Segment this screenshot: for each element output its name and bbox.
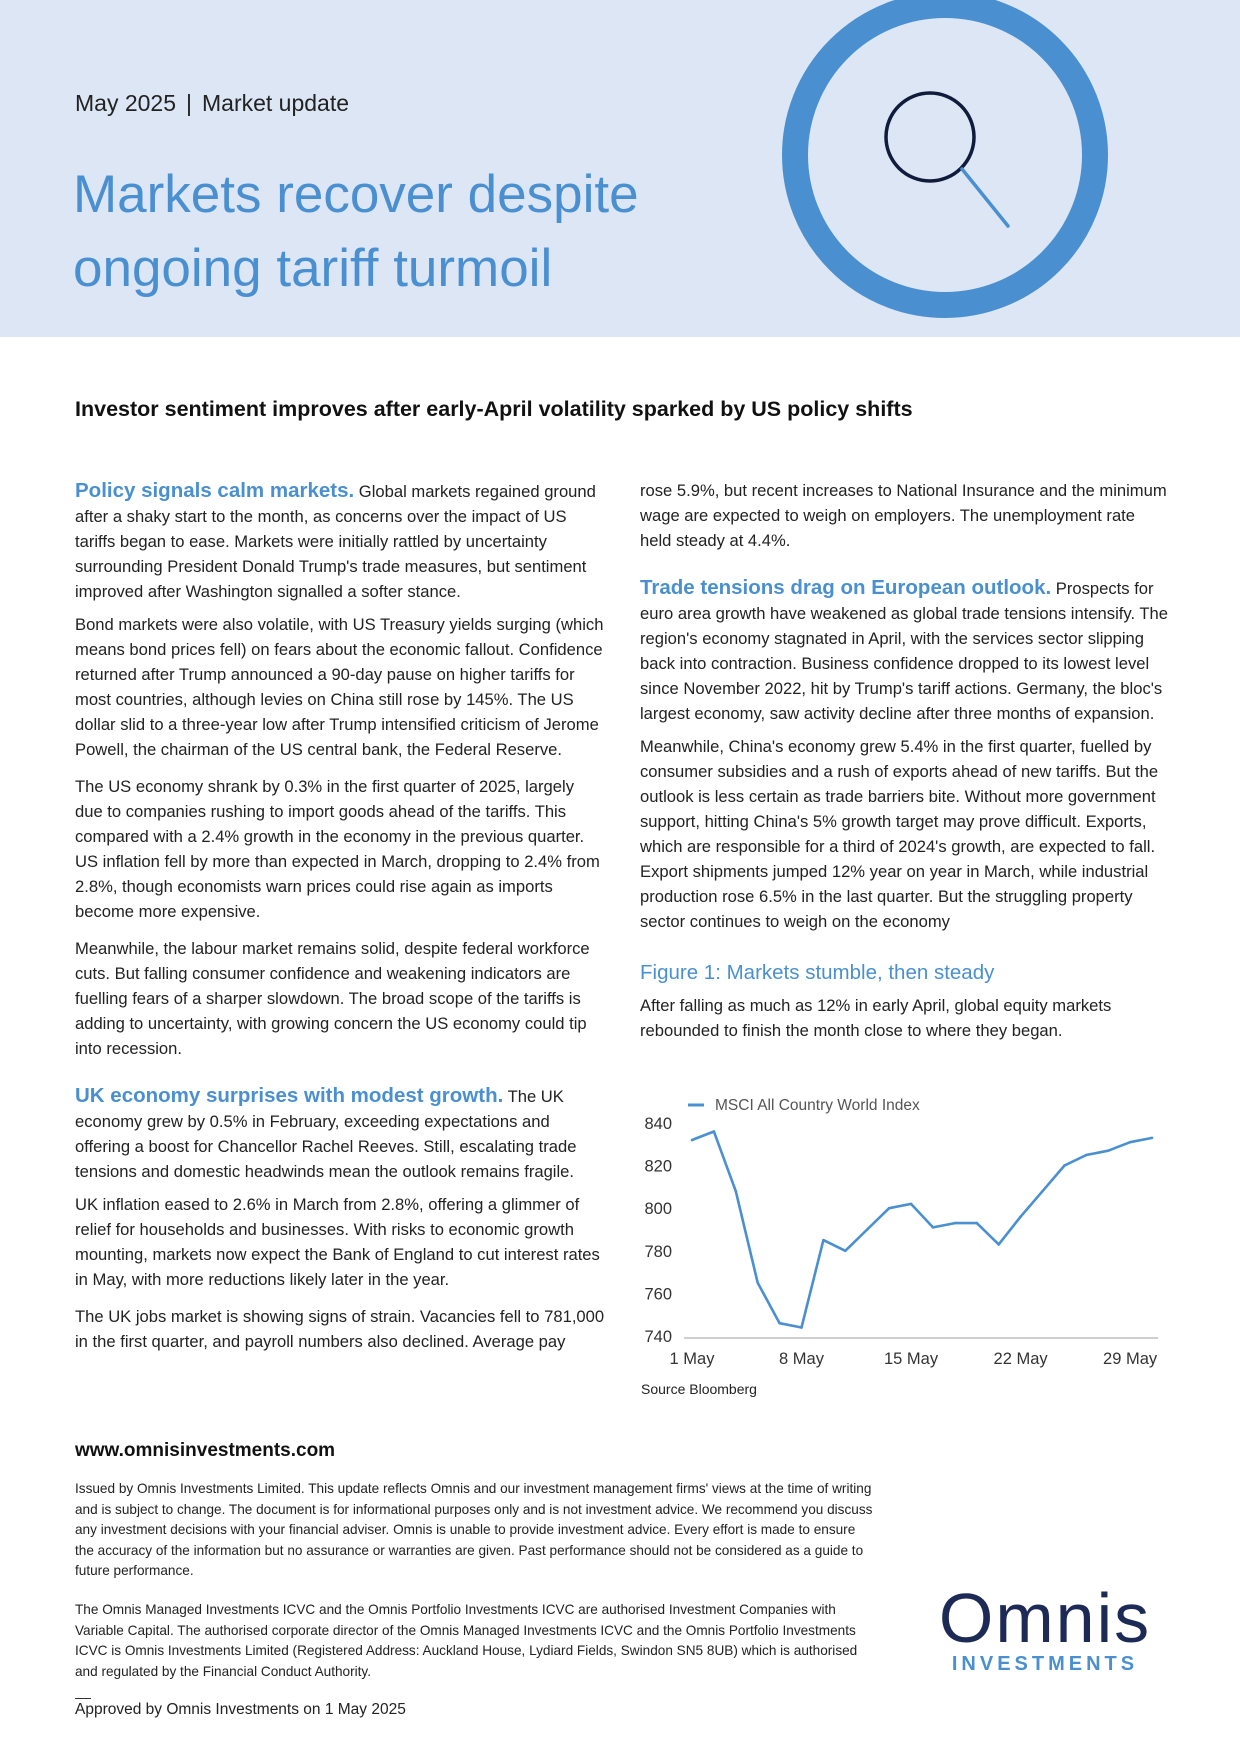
data-point: [691, 1139, 694, 1142]
date-separator: |: [186, 90, 192, 116]
y-tick-label: 760: [644, 1285, 672, 1304]
title-line-2: ongoing tariff turmoil: [73, 239, 553, 298]
bond-paragraph: Bond markets were also volatile, with US Treasury yields surging (which means bond prices fell) on fears about the economic fallout. Confidence returned after Trump announced a 90-day pause on higher tariffs for most countries, although levies on China still rose by 145%. The US dollar slid to a three-year low after Trump intensified criticism of Jerome Powell, the chairman of the US central bank, the Federal Reserve.: [75, 615, 604, 759]
data-point: [866, 1228, 869, 1231]
approval-note: Approved by Omnis Investments on 1 May 2025: [75, 1701, 406, 1718]
data-point: [800, 1326, 803, 1329]
logo-wordmark: Omnis: [938, 1579, 1152, 1657]
omnis-logo: [920, 1579, 1170, 1676]
data-point: [822, 1239, 825, 1242]
data-point: [932, 1226, 935, 1229]
policy-heading: Policy signals calm markets.: [75, 479, 355, 502]
uk-paragraph: [75, 1083, 605, 1184]
uk-heading: UK economy surprises with modest growth.: [75, 1084, 504, 1107]
page-subtitle: Investor sentiment improves after early-April volatility sparked by US policy shifts: [75, 397, 913, 421]
y-tick-label: 800: [644, 1200, 672, 1219]
labour-paragraph: Meanwhile, the labour market remains solid, despite federal workforce cuts. But falling consumer confidence and weakening indicators are fuelling fears of a sharper slowdown. The broad scope of the tariffs is adding to uncertainty, with growing concern the US economy could tip into recession.: [75, 939, 590, 1058]
data-point: [1129, 1141, 1132, 1144]
figure-title: Figure 1: Markets stumble, then steady: [640, 961, 995, 984]
data-point: [844, 1250, 847, 1253]
x-tick-label: 29 May: [1103, 1350, 1158, 1368]
date-line: [75, 90, 349, 117]
data-point: [997, 1243, 1000, 1246]
data-point: [778, 1322, 781, 1325]
data-point: [756, 1281, 759, 1284]
policy-text: Global markets regained ground after a shaky start to the month, as concerns over the impact of US tariffs began to ease. Markets were initially rattled by uncertainty surrounding President Donald Trump's trade measures, but sentiment improved after Washington signalled a softer stance.: [75, 482, 596, 601]
europe-paragraph: [640, 575, 1170, 726]
x-tick-label: 8 May: [779, 1350, 824, 1368]
line-chart: [636, 1088, 1176, 1378]
x-tick-label: 22 May: [993, 1350, 1048, 1368]
data-point: [1085, 1154, 1088, 1157]
website-link[interactable]: www.omnisinvestments.com: [75, 1440, 336, 1461]
data-point: [1151, 1137, 1154, 1140]
series-line-msci-acwi: [692, 1132, 1152, 1328]
data-point: [1107, 1149, 1110, 1152]
x-tick-label: 15 May: [883, 1350, 939, 1368]
logo-subtitle: INVESTMENTS: [951, 1653, 1139, 1675]
pay-continued-paragraph: rose 5.9%, but recent increases to National Insurance and the minimum wage are expected to weigh on employers. The unemployment rate held steady at 4.4%.: [640, 481, 1167, 550]
approved-divider: [75, 1698, 91, 1699]
y-tick-label: 740: [644, 1328, 672, 1346]
data-point: [1041, 1190, 1044, 1193]
data-point: [910, 1203, 913, 1206]
uk-text: The UK economy grew by 0.5% in February, exceeding expectations and offering a boost for Chancellor Rachel Reeves. Still, escalating trade tensions and domestic headwinds mean the outlook remains fragile.: [75, 1087, 577, 1181]
data-point: [975, 1222, 978, 1225]
europe-text: Prospects for euro area growth have weakened as global trade tensions intensify. The region's economy stagnated in April, with the services sector slipping back into contraction. Business confidence dropped to its lowest level since November 2022, hit by Trump's tariff actions. Germany, the bloc's largest economy, saw activity decline after three months of expansion.: [640, 579, 1168, 723]
data-point: [888, 1207, 891, 1210]
title-line-1: Markets recover despite: [73, 165, 639, 224]
left-column: [75, 478, 605, 1362]
y-tick-label: 840: [644, 1115, 672, 1133]
us-economy-paragraph: The US economy shrank by 0.3% in the first quarter of 2025, largely due to companies rushing to import goods ahead of the tariffs. This compared with a 2.4% growth in the economy in the previous quarter. US inflation fell by more than expected in March, dropping to 2.4% from 2.8%, though economists warn prices could rise again as imports become more expensive.: [75, 777, 600, 921]
header-banner: [0, 0, 1240, 337]
china-paragraph: Meanwhile, China's economy grew 5.4% in the first quarter, fuelled by consumer subsidies and a rush of exports ahead of new tariffs. But the outlook is less certain as trade barriers bite. Without more government support, hitting China's 5% growth target may prove difficult. Exports, which are responsible for a third of 2024's growth, are expected to fall. Export shipments jumped 12% year on year in March, while industrial production rose 6.5% in the last quarter. But the struggling property sector continues to weigh on the economy: [640, 737, 1159, 931]
document-category: Market update: [202, 90, 350, 116]
figure-description: After falling as much as 12% in early April, global equity markets rebounded to finish the month close to where they began.: [640, 996, 1112, 1040]
y-tick-label: 820: [644, 1157, 672, 1176]
data-point: [735, 1190, 738, 1193]
page-title: [73, 158, 773, 306]
uk-inflation-paragraph: UK inflation eased to 2.6% in March from 2.8%, offering a glimmer of relief for households and businesses. With risks to economic growth mounting, markets now expect the Bank of England to cut interest rates in May, with more reductions likely later in the year.: [75, 1195, 600, 1289]
right-column: [640, 478, 1170, 1051]
uk-jobs-paragraph: The UK jobs market is showing signs of strain. Vacancies fell to 781,000 in the first quarter, and payroll numbers also declined. Average pay: [75, 1307, 605, 1351]
legend-label: MSCI All Country World Index: [715, 1097, 920, 1114]
y-tick-label: 780: [644, 1242, 672, 1261]
data-point: [1019, 1215, 1022, 1218]
magnifier-in-ring-icon: [770, 0, 1120, 330]
data-point: [954, 1222, 957, 1225]
policy-paragraph: [75, 478, 605, 604]
x-tick-label: 1 May: [669, 1350, 715, 1368]
chart-source: Source Bloomberg: [641, 1381, 757, 1397]
issue-date: May 2025: [75, 90, 177, 116]
disclaimer-paragraph-2: The Omnis Managed Investments ICVC and the Omnis Portfolio Investments ICVC are authorised Investment Companies with Variable Capital. The authorised corporate director of the Omnis Managed Investments ICVC and the Omnis Portfolio Investments ICVC is Omnis Investments Limited (Registered Address: Auckland House, Lydiard Fields, Swindon SN5 8UB) which is authorised and regulated by the Financial Conduct Authority.: [75, 1602, 858, 1679]
europe-heading: Trade tensions drag on European outlook.: [640, 576, 1052, 599]
data-point: [713, 1130, 716, 1133]
data-point: [1063, 1164, 1066, 1167]
disclaimer-paragraph-1: Issued by Omnis Investments Limited. This update reflects Omnis and our investment management firms' views at the time of writing and is subject to change. The document is for informational purposes only and is not investment advice. We recommend you discuss any investment decisions with your financial adviser. Omnis is unable to provide investment advice. Every effort is made to ensure the accuracy of the information but no assurance or warranties are given. Past performance should not be considered as a guide to future performance.: [75, 1481, 873, 1578]
